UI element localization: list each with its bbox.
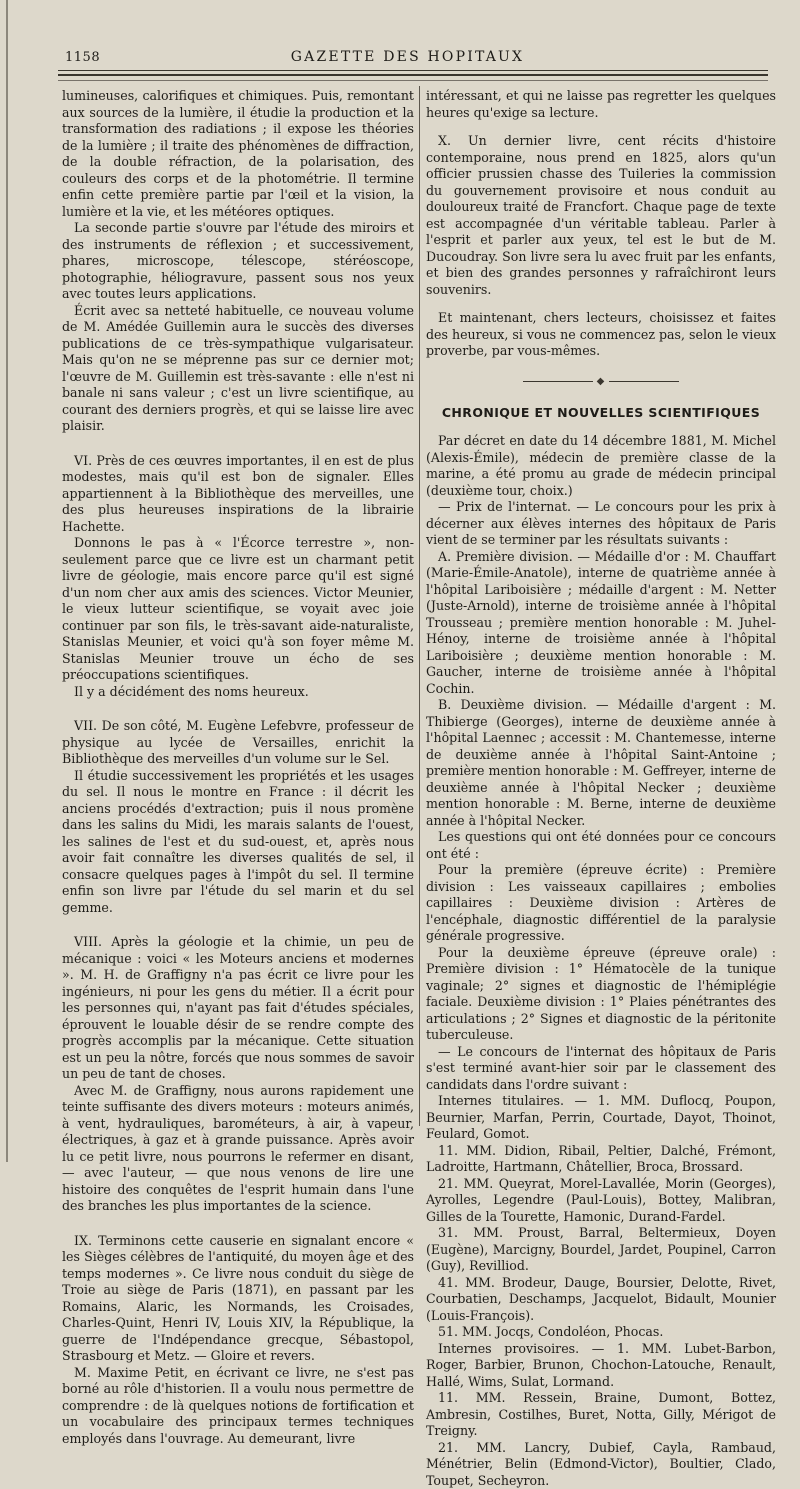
right-column [426, 88, 776, 1489]
column-divider [419, 86, 420, 1126]
journal-title: GAZETTE DES HOPITAUX [290, 49, 525, 65]
paragraph: Pour la deuxième épreuve (épreuve orale) : Première division : 1° Hématocèle de la tunique vaginale; 2° signes et diagnostic de l'hémiplégie faciale. Deuxième division : 1° Plaies pénétrantes des articulations ; 2° Signes et diagnostic de la péritonite tuberculeuse. [426, 944, 776, 1043]
paragraph: lumineuses, calorifiques et chimiques. Puis, remontant aux sources de la lumière, il étudie la production et la transformation des radiations ; il expose les théories de la lumière ; il traite des phénomènes de diffraction, de la double réfraction, de la polarisation, des couleurs des corps et de la photométrie. Il termine enfin cette première partie par l'œil et la vision, la lumière et la vie, et les météores optiques. [62, 88, 414, 219]
paragraph: Donnons le pas à « l'Écorce terrestre », non-seulement parce que ce livre est un charmant petit livre de géologie, mais encore parce qu'il est signé d'un nom cher aux amis des sciences. Victor Meunier, le vieux lutteur scientifique, se voyait avec joie continuer par son fils, le très-savant aide-naturaliste, Stanislas Meunier, et voici qu'à son foyer même M. Stanislas Meunier trouve un écho de ses préoccupations scientifiques. [62, 535, 414, 682]
list-item: Internes titulaires. — 1. MM. Duflocq, Poupon, Beurnier, Marfan, Perrin, Courtade, Dayot, Thoinot, Feulard, Gomot. [426, 1093, 776, 1142]
left-column [62, 88, 414, 1447]
page-header [55, 46, 760, 68]
paragraph: Il étudie successivement les propriétés et les usages du sel. Il nous le montre en France : il décrit les anciens procédés d'extraction; puis il nous promène dans les salins du Midi, les marais salants de l'ouest, les salines de l'est et du sud-ouest, et, après nous avoir fait connaître les diverses qualités de sel, il consacre quelques pages à l'impôt du sel. Il termine enfin son livre par l'étude du sel marin et du sel gemme. [62, 767, 414, 915]
paragraph: IX. Terminons cette causerie en signalant encore « les Sièges célèbres de l'antiquité, du moyen âge et des temps modernes ». Ce livre nous conduit du siège de Troie au siège de Paris (1871), en passant par les Romains, Alaric, les Normands, les Croisades, Charles-Quint, Henri IV, Louis XIV, la République, la guerre de l'Indépendance grecque, Sébastopol, Strasbourg et Metz. — Gloire et revers. [62, 1232, 414, 1363]
paragraph: VII. De son côté, M. Eugène Lefebvre, professeur de physique au lycée de Versailles, enrichit la Bibliothèque des merveilles d'un volume sur le Sel. [62, 718, 414, 766]
header-rule-thin [58, 80, 768, 81]
paragraph: M. Maxime Petit, en écrivant ce livre, ne s'est pas borné au rôle d'historien. Il a voulu nous permettre de comprendre : de là quelques notions de fortification et un vocabulaire des principaux termes techniques employés dans l'ouvrage. Au demeurant, livre [62, 1364, 414, 1446]
list-item: 31. MM. Proust, Barral, Beltermieux, Doyen (Eugène), Marcigny, Bourdel, Jardet, Poupinel, Carron (Guy), Revilliod. [426, 1225, 776, 1274]
section-ornament: ◆ [426, 374, 776, 391]
paragraph: Les questions qui ont été données pour ce concours ont été : [426, 829, 776, 861]
list-item: 21. MM. Queyrat, Morel-Lavallée, Morin (Georges), Ayrolles, Legendre (Paul-Louis), Bottey, Malibran, Gilles de la Tourette, Hamonic, Durand-Fardel. [426, 1175, 776, 1224]
paragraph: Pour la première (épreuve écrite) : Première division : Les vaisseaux capillaires ; embolies capillaires : Deuxième division : Artères de l'encéphale, diagnostic différentiel de la paralysie générale progressive. [426, 862, 776, 944]
paragraph: A. Première division. — Médaille d'or : M. Chauffart (Marie-Émile-Anatole), interne de quatrième année à l'hôpital Lariboisière ; médaille d'argent : M. Netter (Juste-Arnold), interne de troisième année à l'hôpital Trousseau ; première mention honorable : M. Juhel-Hénoy, interne de troisième année à l'hôpital Lariboisière ; deuxième mention honorable : M. Gaucher, interne de troisième année à l'hôpital Cochin. [426, 548, 776, 696]
paragraph: Écrit avec sa netteté habituelle, ce nouveau volume de M. Amédée Guillemin aura le succès des diverses publications de ce très-sympathique vulgarisateur. Mais qu'on ne se méprenne pas sur ce dernier mot; l'œuvre de M. Guillemin est très-savante : elle n'est ni banale ni sans valeur ; c'est un livre scientifique, au courant des derniers progrès, et qui se laisse lire avec plaisir. [62, 302, 414, 433]
paragraph: B. Deuxième division. — Médaille d'argent : M. Thibierge (Georges), interne de deuxième année à l'hôpital Laennec ; accessit : M. Chantemesse, interne de deuxième année à l'hôpital Saint-Antoine ; première mention honorable : M. Geffreyer, interne de deuxième année à l'hôpital Necker ; deuxième mention honorable : M. Berne, interne de deuxième année à l'hôpital Necker. [426, 697, 776, 828]
list-item: 11. MM. Ressein, Braine, Dumont, Bottez, Ambresin, Costilhes, Buret, Notta, Gilly, Mérigot de Treigny. [426, 1390, 776, 1439]
header-rule-thick [58, 74, 768, 76]
paragraph: — Prix de l'internat. — Le concours pour les prix à décerner aux élèves internes des hôpitaux de Paris vient de se terminer par les résultats suivants : [426, 499, 776, 548]
page-binding-edge [6, 0, 8, 1162]
paragraph: La seconde partie s'ouvre par l'étude des miroirs et des instruments de réflexion ; et successivement, phares, microscope, télescope, stéréoscope, photographie, héliogravure, passent sous nos yeux avec toutes leurs applications. [62, 220, 414, 301]
paragraph: Et maintenant, chers lecteurs, choisissez et faites des heureux, si vous ne commencez pas, selon le vieux proverbe, par vous-mêmes. [426, 310, 776, 358]
paragraph: Par décret en date du 14 décembre 1881, M. Michel (Alexis-Émile), médecin de première classe de la marine, a été promu au grade de médecin principal (deuxième tour, choix.) [426, 433, 776, 498]
list-item: Internes provisoires. — 1. MM. Lubet-Barbon, Roger, Barbier, Brunon, Chochon-Latouche, Renault, Hallé, Wims, Sulat, Lormand. [426, 1340, 776, 1389]
paragraph: VI. Près de ces œuvres importantes, il en est de plus modestes, mais qu'il est bon de signaler. Elles appartiennent à la Bibliothèque des merveilles, une des plus heureuses inspirations de la librairie Hachette. [62, 452, 414, 534]
list-item: 21. MM. Lancry, Dubief, Cayla, Rambaud, Ménétrier, Belin (Edmond-Victor), Boultier, Clado, Toupet, Secheyron. [426, 1439, 776, 1488]
paragraph: Avec M. de Graffigny, nous aurons rapidement une teinte suffisante des divers moteurs : moteurs animés, à vent, hydrauliques, barométeurs, à air, à vapeur, électriques, à gaz et à grande puissance. Après avoir lu ce petit livre, nous pourrons le refermer en disant, — avec l'auteur, — que nous venons de lire une histoire des conquêtes de l'esprit humain dans l'une des branches les plus importantes de la science. [62, 1082, 414, 1213]
list-item: 41. MM. Brodeur, Dauge, Boursier, Delotte, Rivet, Courbatien, Deschamps, Jacquelot, Bidault, Mounier (Louis-François). [426, 1274, 776, 1323]
list-item: 11. MM. Didion, Ribail, Peltier, Dalché, Frémont, Ladroitte, Hartmann, Châtellier, Broca, Brossard. [426, 1142, 776, 1175]
paragraph: Il y a décidément des noms heureux. [74, 683, 309, 699]
chronicle-heading: CHRONIQUE ET NOUVELLES SCIENTIFIQUES [441, 404, 761, 420]
page-number: 1158 [65, 50, 101, 65]
paragraph: X. Un dernier livre, cent récits d'histoire contemporaine, nous prend en 1825, alors qu'un officier prussien chasse des Tuileries la commission du gouvernement provisoire et nous conduit au douloureux traité de Francfort. Chaque page de texte est accompagnée d'un véritable tableau. Parler à l'esprit et parler aux yeux, tel est le but de M. Ducoudray. Son livre sera lu avec fruit par les enfants, et bien des grandes personnes y rafraîchiront leurs souvenirs. [426, 133, 776, 297]
paragraph: — Le concours de l'internat des hôpitaux de Paris s'est terminé avant-hier soir par le classement des candidats dans l'ordre suivant : [426, 1043, 776, 1092]
paragraph: intéressant, et qui ne laisse pas regretter les quelques heures qu'exige sa lecture. [426, 88, 776, 120]
header-rule [58, 70, 768, 71]
list-item: 51. MM. Jocqs, Condoléon, Phocas. [438, 1324, 664, 1340]
paragraph: VIII. Après la géologie et la chimie, un peu de mécanique : voici « les Moteurs anciens et modernes ». M. H. de Graffigny n'a pas écrit ce livre pour les ingénieurs, ni pour les gens du métier. Il a écrit pour les personnes qui, n'ayant pas fait d'études spéciales, éprouvent le louable désir de se rendre compte des progrès accomplis par la mécanique. Cette situation est un peu la nôtre, forcés que nous sommes de savoir un peu de tant de choses. [62, 934, 414, 1081]
